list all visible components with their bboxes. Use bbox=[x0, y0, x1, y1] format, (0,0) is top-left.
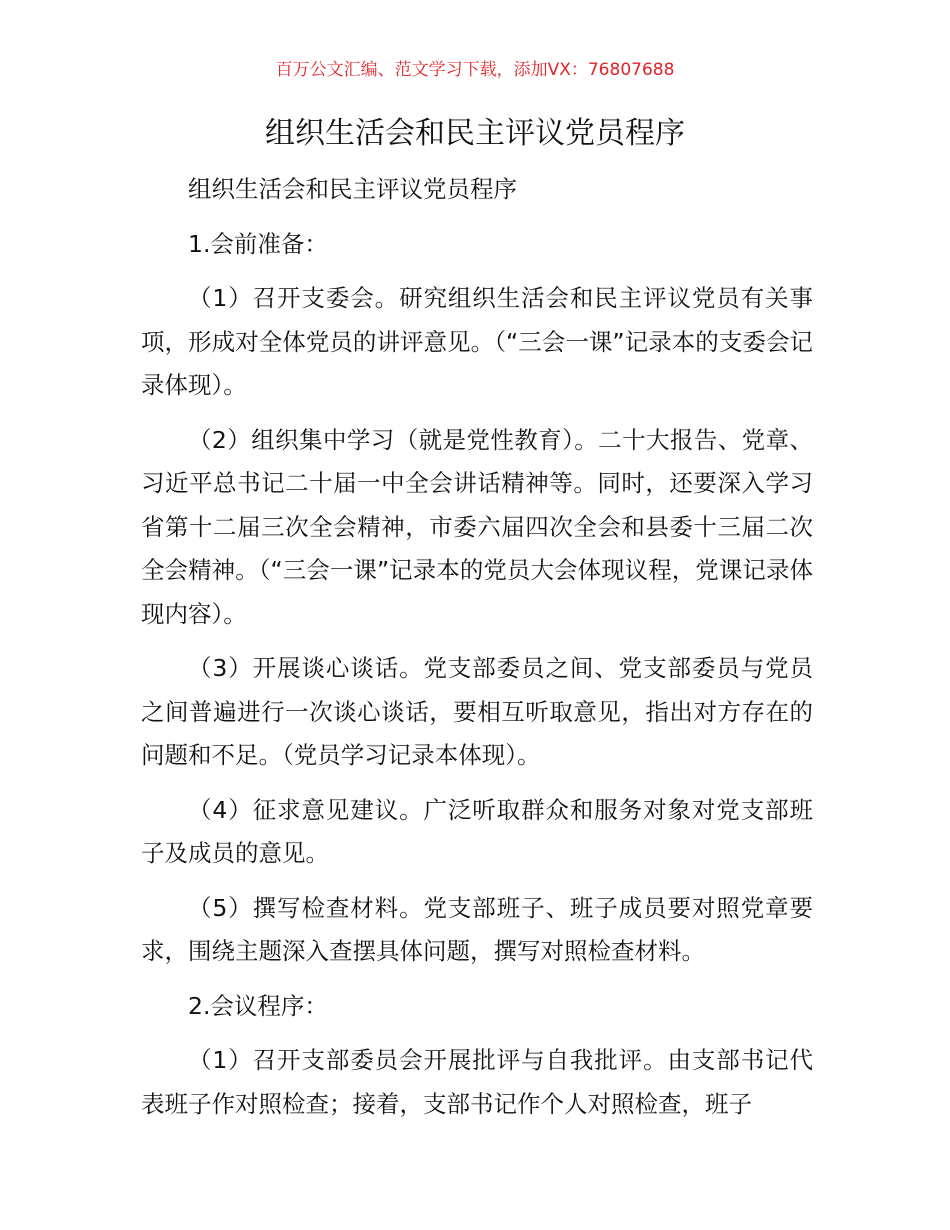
section-heading-preparation: 1.会前准备： bbox=[188, 229, 328, 258]
paragraph: （1）召开支部委员会开展批评与自我批评。由支部书记代表班子作对照检查；接着，支部书记作个人对照检查，班子 bbox=[141, 1046, 813, 1118]
promo-banner: 百万公文汇编、范文学习下载，添加VX：76807688 bbox=[275, 60, 675, 80]
paragraph: （1）召开支委会。研究组织生活会和民主评议党员有关事项，形成对全体党员的讲评意见。（“三会一课”记录本的支委会记录体现）。 bbox=[141, 284, 813, 399]
section-heading-procedure: 2.会议程序： bbox=[188, 991, 328, 1020]
paragraph: （2）组织集中学习（就是党性教育）。二十大报告、党章、习近平总书记二十届一中全会讲话精神等。同时，还要深入学习省第十二届三次全会精神，市委六届四次全会和县委十三届二次全会精神。（“三会一课”记录本的党员大会体现议程，党课记录体现内容）。 bbox=[141, 425, 813, 628]
document-title: 组织生活会和民主评议党员程序 bbox=[265, 116, 685, 151]
paragraph: （3）开展谈心谈话。党支部委员之间、党支部委员与党员之间普遍进行一次谈心谈话，要相互听取意见，指出对方存在的问题和不足。（党员学习记录本体现）。 bbox=[141, 654, 813, 769]
paragraph-subtitle: 组织生活会和民主评议党员程序 bbox=[188, 175, 517, 203]
paragraph: （5）撰写检查材料。党支部班子、班子成员要对照党章要求，围绕主题深入查摆具体问题，撰写对照检查材料。 bbox=[141, 893, 813, 965]
document-body bbox=[141, 168, 813, 1137]
paragraph: （4）征求意见建议。广泛听取群众和服务对象对党支部班子及成员的意见。 bbox=[141, 795, 813, 867]
